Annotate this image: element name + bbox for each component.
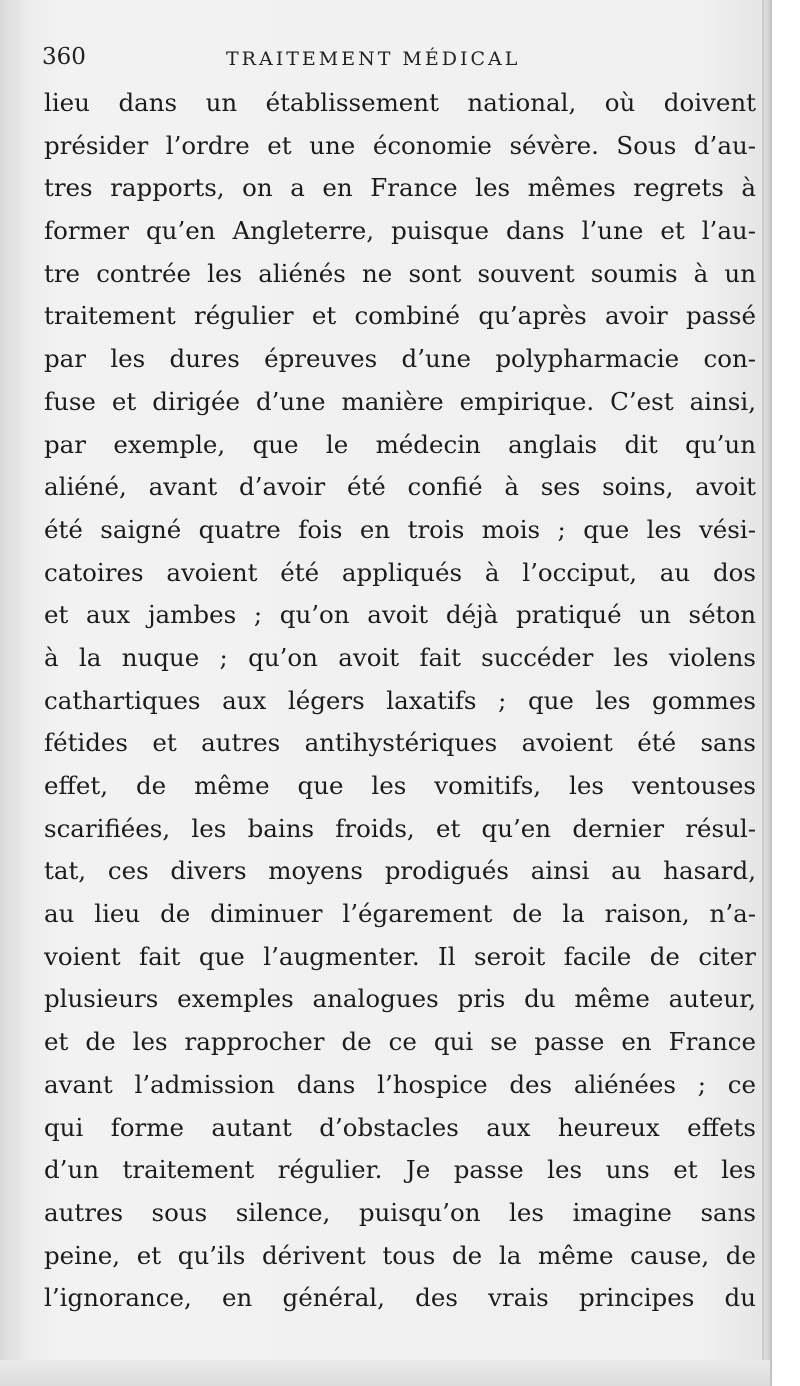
text-line: par exemple, que le médecin anglais dit qu’un: [44, 429, 756, 459]
text-line: présider l’ordre et une économie sévère. Sous d’au-: [44, 130, 756, 160]
text-line: autres sous silence, puisqu’on les imagine sans: [44, 1197, 756, 1227]
page-bottom-margin: [0, 1360, 770, 1386]
text-line: tat, ces divers moyens prodigués ainsi au hasard,: [44, 856, 756, 886]
text-line: catoires avoient été appliqués à l’occiput, au dos: [44, 557, 756, 587]
text-line: été saigné quatre fois en trois mois ; que les vési-: [44, 514, 756, 544]
text-line: aliéné, avant d’avoir été confié à ses soins, avoit: [44, 472, 756, 502]
text-line: voient fait que l’augmenter. Il seroit facile de citer: [44, 941, 756, 971]
text-line: tres rapports, on a en France les mêmes regrets à: [44, 173, 756, 203]
text-line: lieu dans un établissement national, où doivent: [44, 88, 756, 117]
page-edge: [762, 0, 772, 1386]
text-line: au lieu de diminuer l’égarement de la raison, n’a-: [44, 899, 756, 929]
text-line: à la nuque ; qu’on avoit fait succéder les violens: [44, 642, 756, 672]
text-line: l’ignorance, en général, des vrais principes du: [44, 1283, 756, 1313]
text-line: avant l’admission dans l’hospice des aliénées ; ce: [44, 1069, 756, 1099]
text-line: par les dures épreuves d’une polypharmacie con-: [44, 344, 756, 374]
text-line: scarifiées, les bains froids, et qu’en dernier résul-: [44, 813, 756, 843]
text-line: cathartiques aux légers laxatifs ; que les gommes: [44, 685, 756, 715]
running-head: TRAITEMENT MÉDICAL: [226, 48, 521, 70]
text-line: plusieurs exemples analogues pris du même auteur,: [44, 984, 756, 1014]
text-line: effet, de même que les vomitifs, les ventouses: [44, 771, 756, 800]
text-line: former qu’en Angleterre, puisque dans l’une et l’au-: [44, 216, 756, 246]
text-line: et aux jambes ; qu’on avoit déjà pratiqué un séton: [44, 600, 756, 630]
text-line: et de les rapprocher de ce qui se passe en France: [44, 1027, 756, 1057]
text-line: peine, et qu’ils dérivent tous de la même cause, de: [44, 1240, 756, 1270]
text-line: tre contrée les aliénés ne sont souvent soumis à un: [44, 258, 756, 288]
text-line: traitement régulier et combiné qu’après avoir passé: [44, 301, 756, 331]
page-number: 360: [42, 44, 86, 70]
text-line: qui forme autant d’obstacles aux heureux effets: [44, 1112, 756, 1142]
text-line: fuse et dirigée d’une manière empirique. C’est ainsi,: [44, 386, 756, 416]
page-header: [42, 44, 742, 78]
text-line: fétides et autres antihystériques avoient été sans: [44, 728, 756, 758]
body-text: [44, 82, 756, 1320]
text-line: d’un traitement régulier. Je passe les uns et les: [44, 1155, 756, 1185]
